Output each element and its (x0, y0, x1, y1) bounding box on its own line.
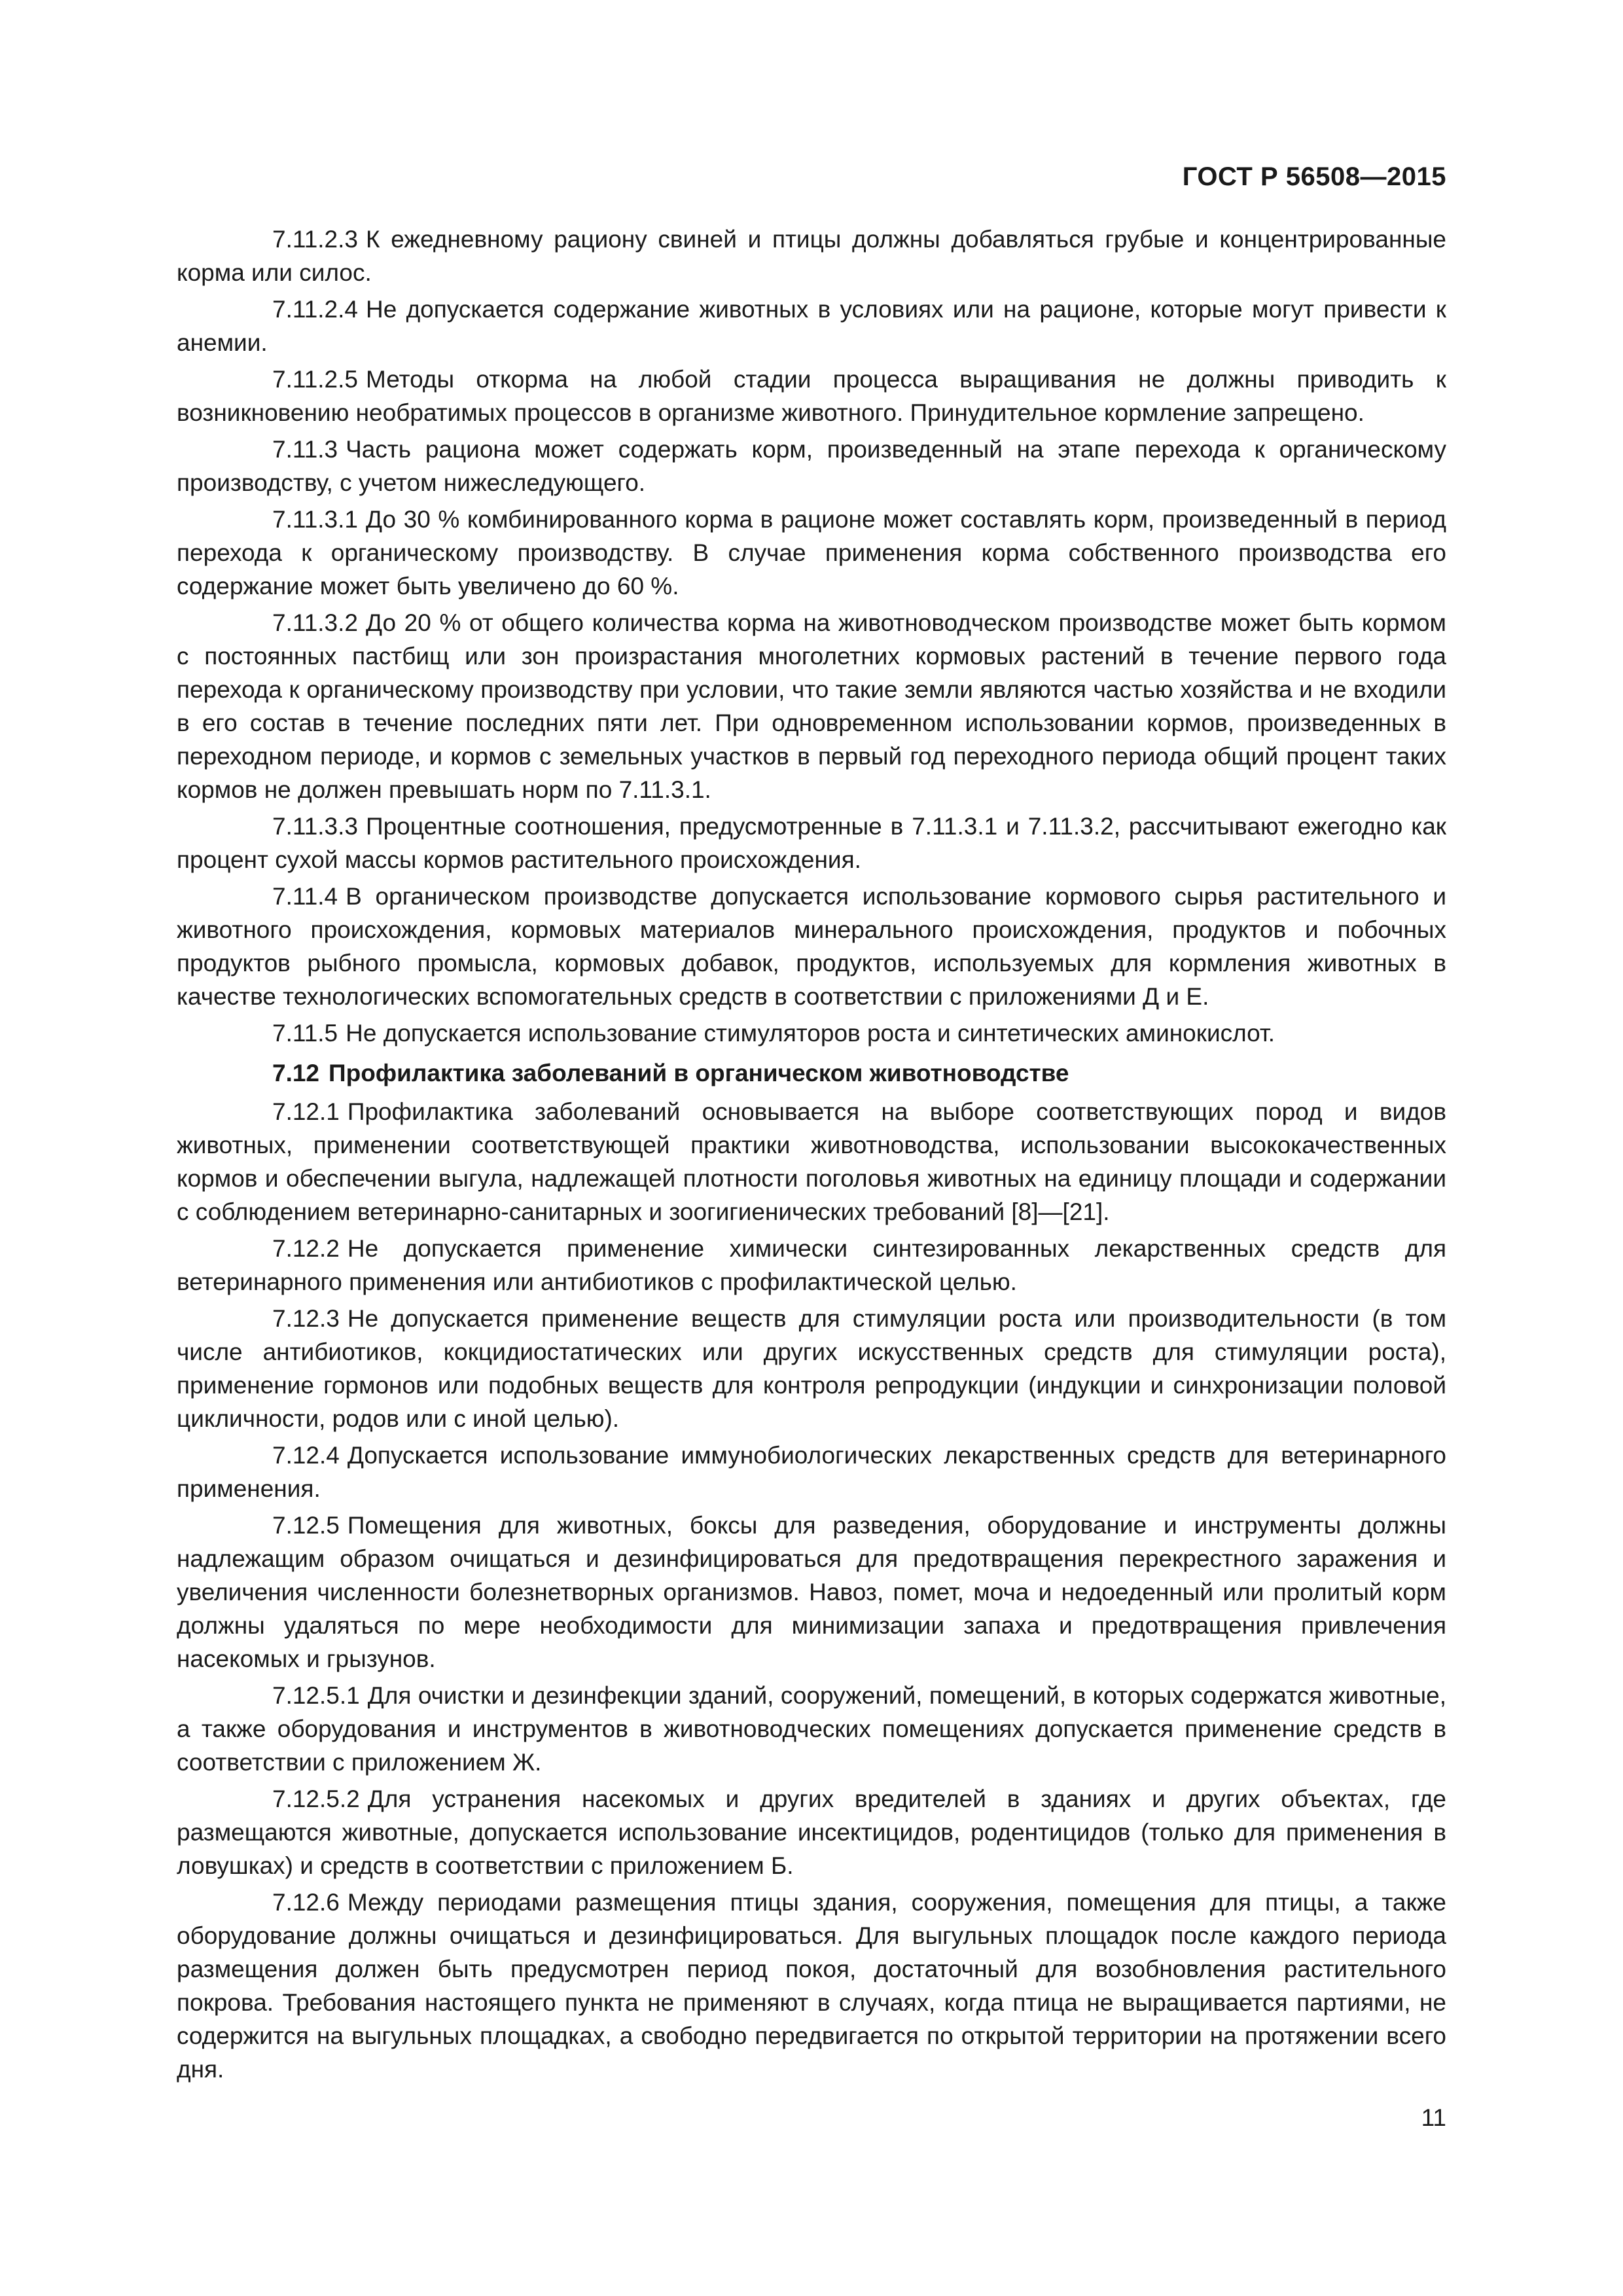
section-number: 7.12 (272, 1060, 320, 1086)
paragraph-7-12-3 (177, 1302, 1446, 1435)
clause-text: Методы откорма на любой стадии процесса выращивания не должны приводить к возникновению необратимых процессов в организме животного. Принудительное кормление запрещено. (177, 366, 1446, 426)
paragraph-7-11-3-2 (177, 606, 1446, 806)
paragraph-7-11-2-5 (177, 363, 1446, 429)
paragraph-7-11-3-3 (177, 810, 1446, 876)
clause-number: 7.11.5 (272, 1020, 338, 1047)
clause-text: Процентные соотношения, предусмотренные в 7.11.3.1 и 7.11.3.2, рассчитывают ежегодно как процент сухой массы кормов растительного происхождения. (177, 813, 1446, 873)
page-number: 11 (1421, 2104, 1446, 2131)
paragraph-7-12-5-1 (177, 1679, 1446, 1779)
clause-number: 7.11.3.3 (272, 813, 358, 840)
clause-number: 7.11.3.2 (272, 609, 358, 636)
clause-text: До 30 % комбинированного корма в рационе может составлять корм, произведенный в период перехода к органическому производству. В случае применения корма собственного производства его содержание может быть увеличено до 60 %. (177, 506, 1446, 600)
clause-number: 7.11.2.3 (272, 226, 358, 253)
clause-text: Помещения для животных, боксы для разведения, оборудование и инструменты должны надлежащим образом очищаться и дезинфицироваться для предотвращения перекрестного заражения и увеличения численности болезнетворных организмов. Навоз, помет, моча и недоеденный или пролитый корм должны удаляться по мере необходимости для минимизации запаха и предотвращения привлечения насекомых и грызунов. (177, 1512, 1446, 1672)
clause-text: Между периодами размещения птицы здания, сооружения, помещения для птицы, а также оборудование должны очищаться и дезинфицироваться. Для выгульных площадок после каждого периода размещения должен быть предусмотрен период покоя, достаточный для возобновления растительного покрова. Требования настоящего пункта не применяют в случаях, когда птица не выращивается партиями, не содержится на выгульных площадках, а свободно передвигается по открытой территории на протяжении всего дня. (177, 1889, 1446, 2083)
paragraph-7-12-1 (177, 1095, 1446, 1229)
clause-number: 7.12.2 (272, 1235, 340, 1262)
document-body (177, 223, 1446, 2089)
paragraph-7-12-5-2 (177, 1782, 1446, 1882)
clause-text: Для устранения насекомых и других вредителей в зданиях и других объектах, где размещаются животные, допускается использование инсектицидов, родентицидов (только для применения в ловушках) и средств в соответствии с приложением Б. (177, 1785, 1446, 1879)
clause-number: 7.12.4 (272, 1442, 340, 1469)
section-title: Профилактика заболеваний в органическом животноводстве (329, 1060, 1069, 1086)
clause-number: 7.12.1 (272, 1098, 340, 1125)
clause-text: К ежедневному рациону свиней и птицы должны добавляться грубые и концентрированные корма или силос. (177, 226, 1446, 286)
clause-number: 7.12.5.2 (272, 1785, 360, 1812)
clause-text: Допускается использование иммунобиологических лекарственных средств для ветеринарного применения. (177, 1442, 1446, 1502)
paragraph-7-11-4 (177, 880, 1446, 1013)
clause-number: 7.12.5 (272, 1512, 340, 1539)
section-heading-7-12 (177, 1056, 1446, 1090)
clause-number: 7.11.3 (272, 436, 338, 463)
paragraph-7-12-6 (177, 1886, 1446, 2086)
clause-text: Не допускается использование стимуляторов роста и синтетических аминокислот. (346, 1020, 1275, 1047)
clause-text: Не допускается применение химически синтезированных лекарственных средств для ветеринарного применения или антибиотиков с профилактической целью. (177, 1235, 1446, 1295)
clause-number: 7.11.3.1 (272, 506, 358, 533)
clause-text: Для очистки и дезинфекции зданий, сооружений, помещений, в которых содержатся животные, а также оборудования и инструментов в животноводческих помещениях допускается применение средств в соответствии с приложением Ж. (177, 1682, 1446, 1776)
paragraph-7-12-4 (177, 1439, 1446, 1505)
clause-text: Профилактика заболеваний основывается на выборе соответствующих пород и видов животных, применении соответствующей практики животноводства, использовании высококачественных кормов и обеспечении выгула, надлежащей плотности поголовья животных на единицу площади и содержании с соблюдением ветеринарно-санитарных и зоогигиенических требований [8]—[21]. (177, 1098, 1446, 1225)
clause-number: 7.12.5.1 (272, 1682, 360, 1709)
clause-number: 7.12.6 (272, 1889, 340, 1916)
clause-number: 7.11.2.5 (272, 366, 358, 393)
standard-designation: ГОСТ Р 56508—2015 (1182, 162, 1446, 191)
paragraph-7-12-2 (177, 1232, 1446, 1299)
clause-number: 7.12.3 (272, 1305, 340, 1332)
paragraph-7-11-2-4 (177, 293, 1446, 359)
paragraph-7-11-5 (177, 1016, 1446, 1050)
clause-text: Часть рациона может содержать корм, произведенный на этапе перехода к органическому производству, с учетом нижеследующего. (177, 436, 1446, 496)
clause-text: До 20 % от общего количества корма на животноводческом производстве может быть кормом с постоянных пастбищ или зон произрастания многолетних кормовых растений в течение первого года перехода к органическому производству при условии, что такие земли являются частью хозяйства и не входили в его состав в течение последних пяти лет. При одновременном использовании кормов, произведенных в переходном периоде, и кормов с земельных участков в первый год переходного периода общий процент таких кормов не должен превышать норм по 7.11.3.1. (177, 609, 1446, 803)
paragraph-7-11-3-1 (177, 503, 1446, 603)
paragraph-7-12-5 (177, 1509, 1446, 1676)
paragraph-7-11-3 (177, 433, 1446, 499)
clause-number: 7.11.4 (272, 883, 338, 910)
clause-text: Не допускается применение веществ для стимуляции роста или производительности (в том числе антибиотиков, кокцидиостатических или других искусственных средств для стимуляции роста), применение гормонов или подобных веществ для контроля репродукции (индукции и синхронизации половой цикличности, родов или с иной целью). (177, 1305, 1446, 1432)
clause-number: 7.11.2.4 (272, 296, 358, 323)
clause-text: В органическом производстве допускается использование кормового сырья растительного и животного происхождения, кормовых материалов минерального происхождения, продуктов и побочных продуктов рыбного промысла, кормовых добавок, продуктов, используемых для кормления животных в качестве технологических вспомогательных средств в соответствии с приложениями Д и Е. (177, 883, 1446, 1010)
paragraph-7-11-2-3 (177, 223, 1446, 289)
clause-text: Не допускается содержание животных в условиях или на рационе, которые могут привести к анемии. (177, 296, 1446, 356)
